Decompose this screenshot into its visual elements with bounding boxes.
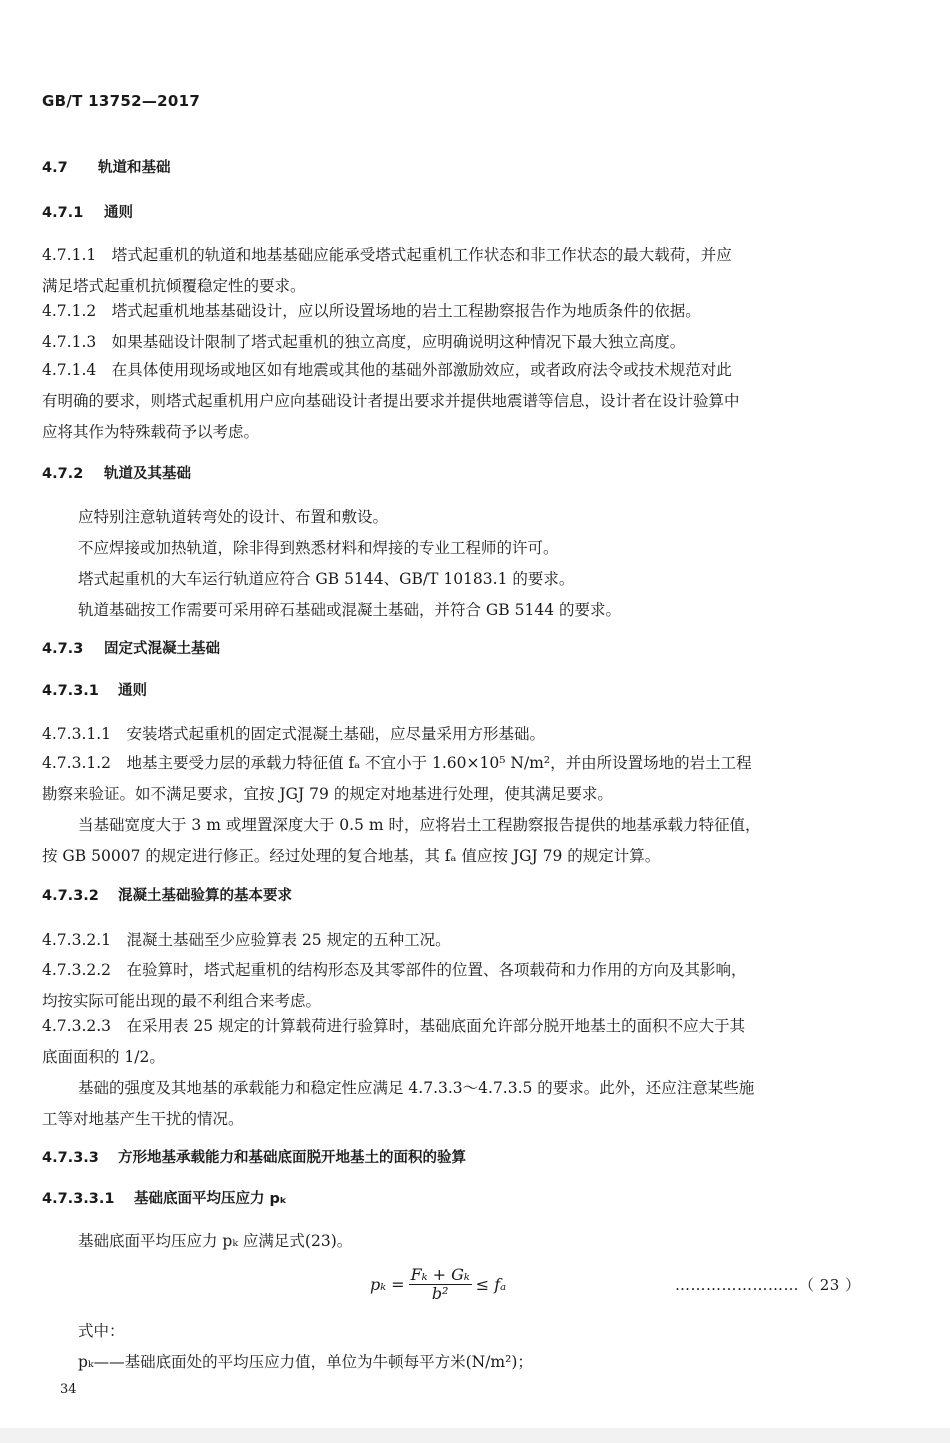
heading-4-7-3-2 <box>42 884 874 908</box>
text-line: 当基础宽度大于 3 m 或埋置深度大于 0.5 m 时，应将岩土工程勘察报告提供的地基承载力特征值， <box>78 816 761 834</box>
heading-number: 4.7.3.1 <box>42 683 99 699</box>
clause-4-7-1-3 <box>42 327 874 358</box>
equation-number: ……………………（ 23 ） <box>675 1276 861 1294</box>
standard-code: GB/T 13752—2017 <box>42 92 201 110</box>
text-line: 均按实际可能出现的最不利组合来考虑。 <box>42 992 322 1010</box>
clause-4-7-3-2-1 <box>42 925 874 956</box>
text-line: 轨道基础按工作需要可采用碎石基础或混凝土基础，并符合 GB 5144 的要求。 <box>78 601 622 619</box>
heading-title: 混凝土基础验算的基本要求 <box>118 888 292 904</box>
where-definition: pₖ——基础底面处的平均压应力值，单位为牛顿每平方米(N/m²)； <box>78 1353 533 1371</box>
scan-edge-bottom <box>0 1428 950 1443</box>
text-line: 工等对地基产生干扰的情况。 <box>42 1110 244 1128</box>
where-block <box>42 1316 910 1378</box>
clause-4-7-1-2 <box>42 296 874 327</box>
heading-number: 4.7.3.2 <box>42 888 99 904</box>
clause-4-7-3-3-1-body <box>42 1226 910 1257</box>
heading-title: 轨道和基础 <box>98 160 171 176</box>
text-line: 塔式起重机的大车运行轨道应符合 GB 5144、GB/T 10183.1 的要求。 <box>78 570 575 588</box>
heading-title: 固定式混凝土基础 <box>104 641 220 657</box>
clause-4-7-2-body <box>42 502 910 626</box>
formula-lhs: pₖ = <box>370 1274 405 1294</box>
heading-title: 轨道及其基础 <box>104 466 191 482</box>
heading-4-7-2 <box>42 462 874 486</box>
clause-4-7-3-2-3 <box>42 1011 874 1135</box>
formula-denominator: b² <box>431 1283 449 1303</box>
heading-4-7-3-3 <box>42 1146 874 1170</box>
clause-4-7-1-4 <box>42 355 874 448</box>
heading-title: 通则 <box>104 205 133 221</box>
text-line: 4.7.1.4 在具体使用现场或地区如有地震或其他的基础外部激励效应，或者政府法令或技术规范对此 <box>42 361 732 379</box>
text-line: 4.7.3.1.1 安装塔式起重机的固定式混凝土基础，应尽量采用方形基础。 <box>42 725 546 743</box>
text-line: 有明确的要求，则塔式起重机用户应向基础设计者提出要求并提供地震谱等信息，设计者在设计验算中 <box>42 392 740 410</box>
heading-number: 4.7.3 <box>42 641 84 657</box>
heading-number: 4.7.3.3.1 <box>42 1191 115 1207</box>
formula-23 <box>370 1264 506 1304</box>
heading-title: 通则 <box>118 683 147 699</box>
text-line: 应特别注意轨道转弯处的设计、布置和敷设。 <box>78 508 389 526</box>
heading-title: 基础底面平均压应力 pₖ <box>134 1191 287 1207</box>
text-line: 4.7.3.2.1 混凝土基础至少应验算表 25 规定的五种工况。 <box>42 931 451 949</box>
text-line: 4.7.3.1.2 地基主要受力层的承载力特征值 fₐ 不宜小于 1.60×10⁵ N/m²，并由所设置场地的岩土工程 <box>42 754 752 772</box>
heading-number: 4.7.3.3 <box>42 1150 99 1166</box>
text-line: 4.7.1.1 塔式起重机的轨道和地基基础应能承受塔式起重机工作状态和非工作状态的最大载荷，并应 <box>42 246 732 264</box>
heading-number: 4.7.2 <box>42 466 84 482</box>
formula-fraction <box>409 1266 472 1303</box>
heading-number: 4.7.1 <box>42 205 84 221</box>
clause-4-7-3-2-2 <box>42 955 874 1017</box>
heading-4-7 <box>42 156 874 180</box>
formula-numerator: Fₖ + Gₖ <box>410 1264 470 1284</box>
text-line: 4.7.1.2 塔式起重机地基基础设计，应以所设置场地的岩土工程勘察报告作为地质条件的依据。 <box>42 302 701 320</box>
text-line: 勘察来验证。如不满足要求，宜按 JGJ 79 的规定对地基进行处理，使其满足要求。 <box>42 785 613 803</box>
clause-4-7-3-1-1 <box>42 719 874 750</box>
formula-rhs: ≤ fₐ <box>475 1274 507 1294</box>
heading-number: 4.7 <box>42 160 68 176</box>
heading-4-7-3 <box>42 637 874 661</box>
heading-4-7-1 <box>42 201 874 225</box>
text-line: 底面面积的 1/2。 <box>42 1048 165 1066</box>
text-line: 4.7.3.2.2 在验算时，塔式起重机的结构形态及其零部件的位置、各项载荷和力作用的方向及其影响， <box>42 961 747 979</box>
text-line: 4.7.1.3 如果基础设计限制了塔式起重机的独立高度，应明确说明这种情况下最大独立高度。 <box>42 333 686 351</box>
heading-title: 方形地基承载能力和基础底面脱开地基土的面积的验算 <box>118 1150 466 1166</box>
text-line: 4.7.3.2.3 在采用表 25 规定的计算载荷进行验算时，基础底面允许部分脱开地基土的面积不应大于其 <box>42 1017 746 1035</box>
page-number: 34 <box>60 1382 77 1397</box>
text-line: 按 GB 50007 的规定进行修正。经过处理的复合地基，其 fₐ 值应按 JGJ 79 的规定计算。 <box>42 847 661 865</box>
heading-4-7-3-3-1 <box>42 1187 874 1211</box>
text-line: 应将其作为特殊载荷予以考虑。 <box>42 423 260 441</box>
text-line: 不应焊接或加热轨道，除非得到熟悉材料和焊接的专业工程师的许可。 <box>78 539 559 557</box>
heading-4-7-3-1 <box>42 679 874 703</box>
where-label: 式中： <box>78 1322 125 1340</box>
text-line: 基础的强度及其地基的承载能力和稳定性应满足 4.7.3.3～4.7.3.5 的要求。此外，还应注意某些施 <box>78 1079 755 1097</box>
clause-4-7-1-1 <box>42 240 874 302</box>
clause-4-7-3-1-2 <box>42 748 874 872</box>
text-line: 基础底面平均压应力 pₖ 应满足式(23)。 <box>78 1232 353 1250</box>
text-line: 满足塔式起重机抗倾覆稳定性的要求。 <box>42 277 306 295</box>
